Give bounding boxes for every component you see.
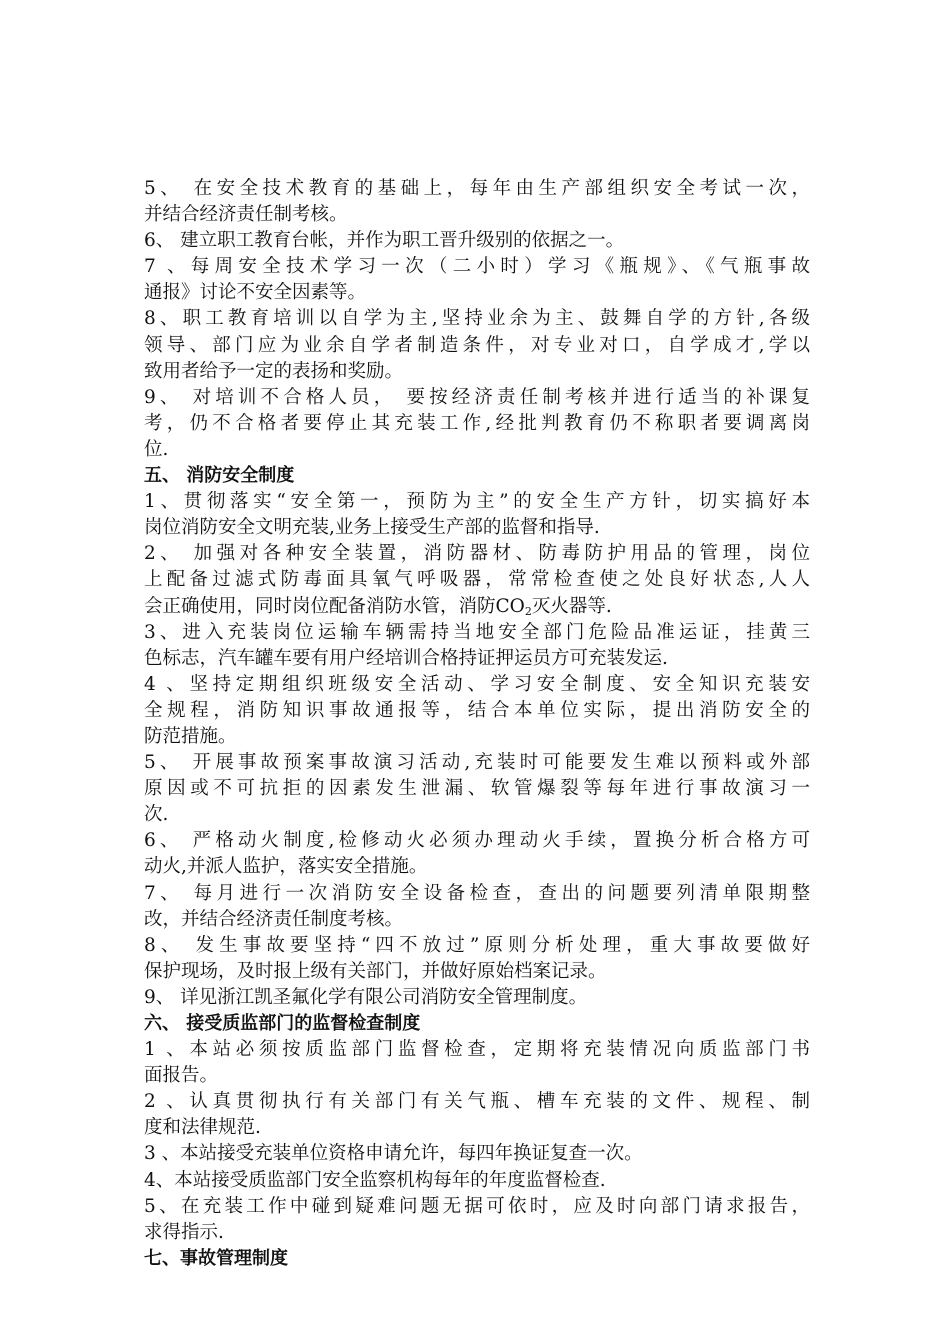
text-line: 全规程，消防知识事故通报等，结合本单位实际，提出消防安全的 <box>144 699 810 721</box>
text-line-co2 <box>144 594 810 620</box>
text-line: 位. <box>144 438 169 460</box>
text-line: 6、 严格动火制度,检修动火必须办理动火手续，置换分析合格方可 <box>144 830 810 852</box>
text-fragment: 灭火器等. <box>531 595 612 617</box>
section-heading-supervision: 六、 接受质监部门的监督检查制度 <box>144 1013 421 1034</box>
text-line: 1 、本站必须按质监部门监督检查，定期将充装情况向质监部门书 <box>144 1039 810 1061</box>
text-line: 色标志，汽车罐车要有用户经培训合格持证押运员方可充装发运. <box>144 647 668 669</box>
text-line: 3 、本站接受充装单位资格申请允许，每四年换证复查一次。 <box>144 1143 643 1165</box>
text-line: 面报告。 <box>144 1065 219 1087</box>
text-line: 考，仍不合格者要停止其充装工作,经批判教育仍不称职者要调离岗 <box>144 412 810 434</box>
text-line: 9、 详见浙江凯圣氟化学有限公司消防安全管理制度。 <box>144 986 588 1008</box>
text-line: 9、 对培训不合格人员， 要按经济责任制考核并进行适当的补课复 <box>144 386 810 408</box>
text-line: 次. <box>144 804 169 826</box>
text-line: 4 、坚持定期组织班级安全活动、学习安全制度、安全知识充装安 <box>144 673 810 695</box>
text-fragment: 会正确使用，同时岗位配备消防水管，消防 <box>144 595 496 617</box>
co2-label: CO <box>495 595 525 617</box>
document-page <box>144 176 810 1272</box>
text-line: 并结合经济责任制考核。 <box>144 204 348 226</box>
text-line: 7、 每月进行一次消防安全设备检查，查出的问题要列清单限期整 <box>144 882 810 904</box>
text-line: 1、贯彻落实“安全第一，预防为主”的安全生产方针，切实搞好本 <box>144 491 810 513</box>
text-line: 求得指示. <box>144 1221 224 1243</box>
text-line: 7 、每周安全技术学习一次（二小时）学习《瓶规》、《气瓶事故 <box>144 256 810 278</box>
text-line: 领导、部门应为业余自学者制造条件，对专业对口，自学成才,学以 <box>144 334 810 356</box>
text-line: 3、进入充装岗位运输车辆需持当地安全部门危险品准运证，挂黄三 <box>144 621 810 643</box>
text-line: 5、 在安全技术教育的基础上，每年由生产部组织安全考试一次， <box>144 178 810 199</box>
text-line: 8、 发生事故要坚持“四不放过”原则分析处理，重大事故要做好 <box>144 934 810 956</box>
text-line: 改，并结合经济责任制度考核。 <box>144 908 404 930</box>
section-heading-accident-management: 七、事故管理制度 <box>144 1247 288 1269</box>
text-line: 4、本站接受质监部门安全监察机构每年的年度监督检查. <box>144 1169 606 1191</box>
text-line: 动火,并派人监护，落实安全措施。 <box>144 856 428 878</box>
section-heading-fire-safety: 五、 消防安全制度 <box>144 465 295 487</box>
text-line: 保护现场，及时报上级有关部门，并做好原始档案记录。 <box>144 960 607 982</box>
text-line: 岗位消防安全文明充装,业务上接受生产部的监督和指导. <box>144 517 600 539</box>
co2-subscript: 2 <box>524 604 532 618</box>
text-line: 2 、认真贯彻执行有关部门有关气瓶、槽车充装的文件、规程、制 <box>144 1091 810 1113</box>
text-line: 上配备过滤式防毒面具氧气呼吸器，常常检查使之处良好状态,人人 <box>144 569 810 591</box>
text-line: 防范措施。 <box>144 725 237 747</box>
text-line: 原因或不可抗拒的因素发生泄漏、软管爆裂等每年进行事故演习一 <box>144 778 810 800</box>
text-line: 致用者给予一定的表扬和奖励。 <box>144 360 404 382</box>
text-line: 5、在充装工作中碰到疑难问题无据可依时，应及时向部门请求报告， <box>144 1195 810 1217</box>
text-line: 6、 建立职工教育台帐，并作为职工晋升级别的依据之一。 <box>144 230 625 252</box>
text-line: 5、 开展事故预案事故演习活动,充装时可能要发生难以预料或外部 <box>144 752 810 774</box>
text-line: 度和法律规范. <box>144 1117 261 1139</box>
text-line: 2、 加强对各种安全装置，消防器材、防毒防护用品的管理，岗位 <box>144 543 810 565</box>
text-line: 通报》讨论不安全因素等。 <box>144 282 367 304</box>
text-line: 8、职工教育培训以自学为主,坚持业余为主、鼓舞自学的方针,各级 <box>144 308 810 330</box>
